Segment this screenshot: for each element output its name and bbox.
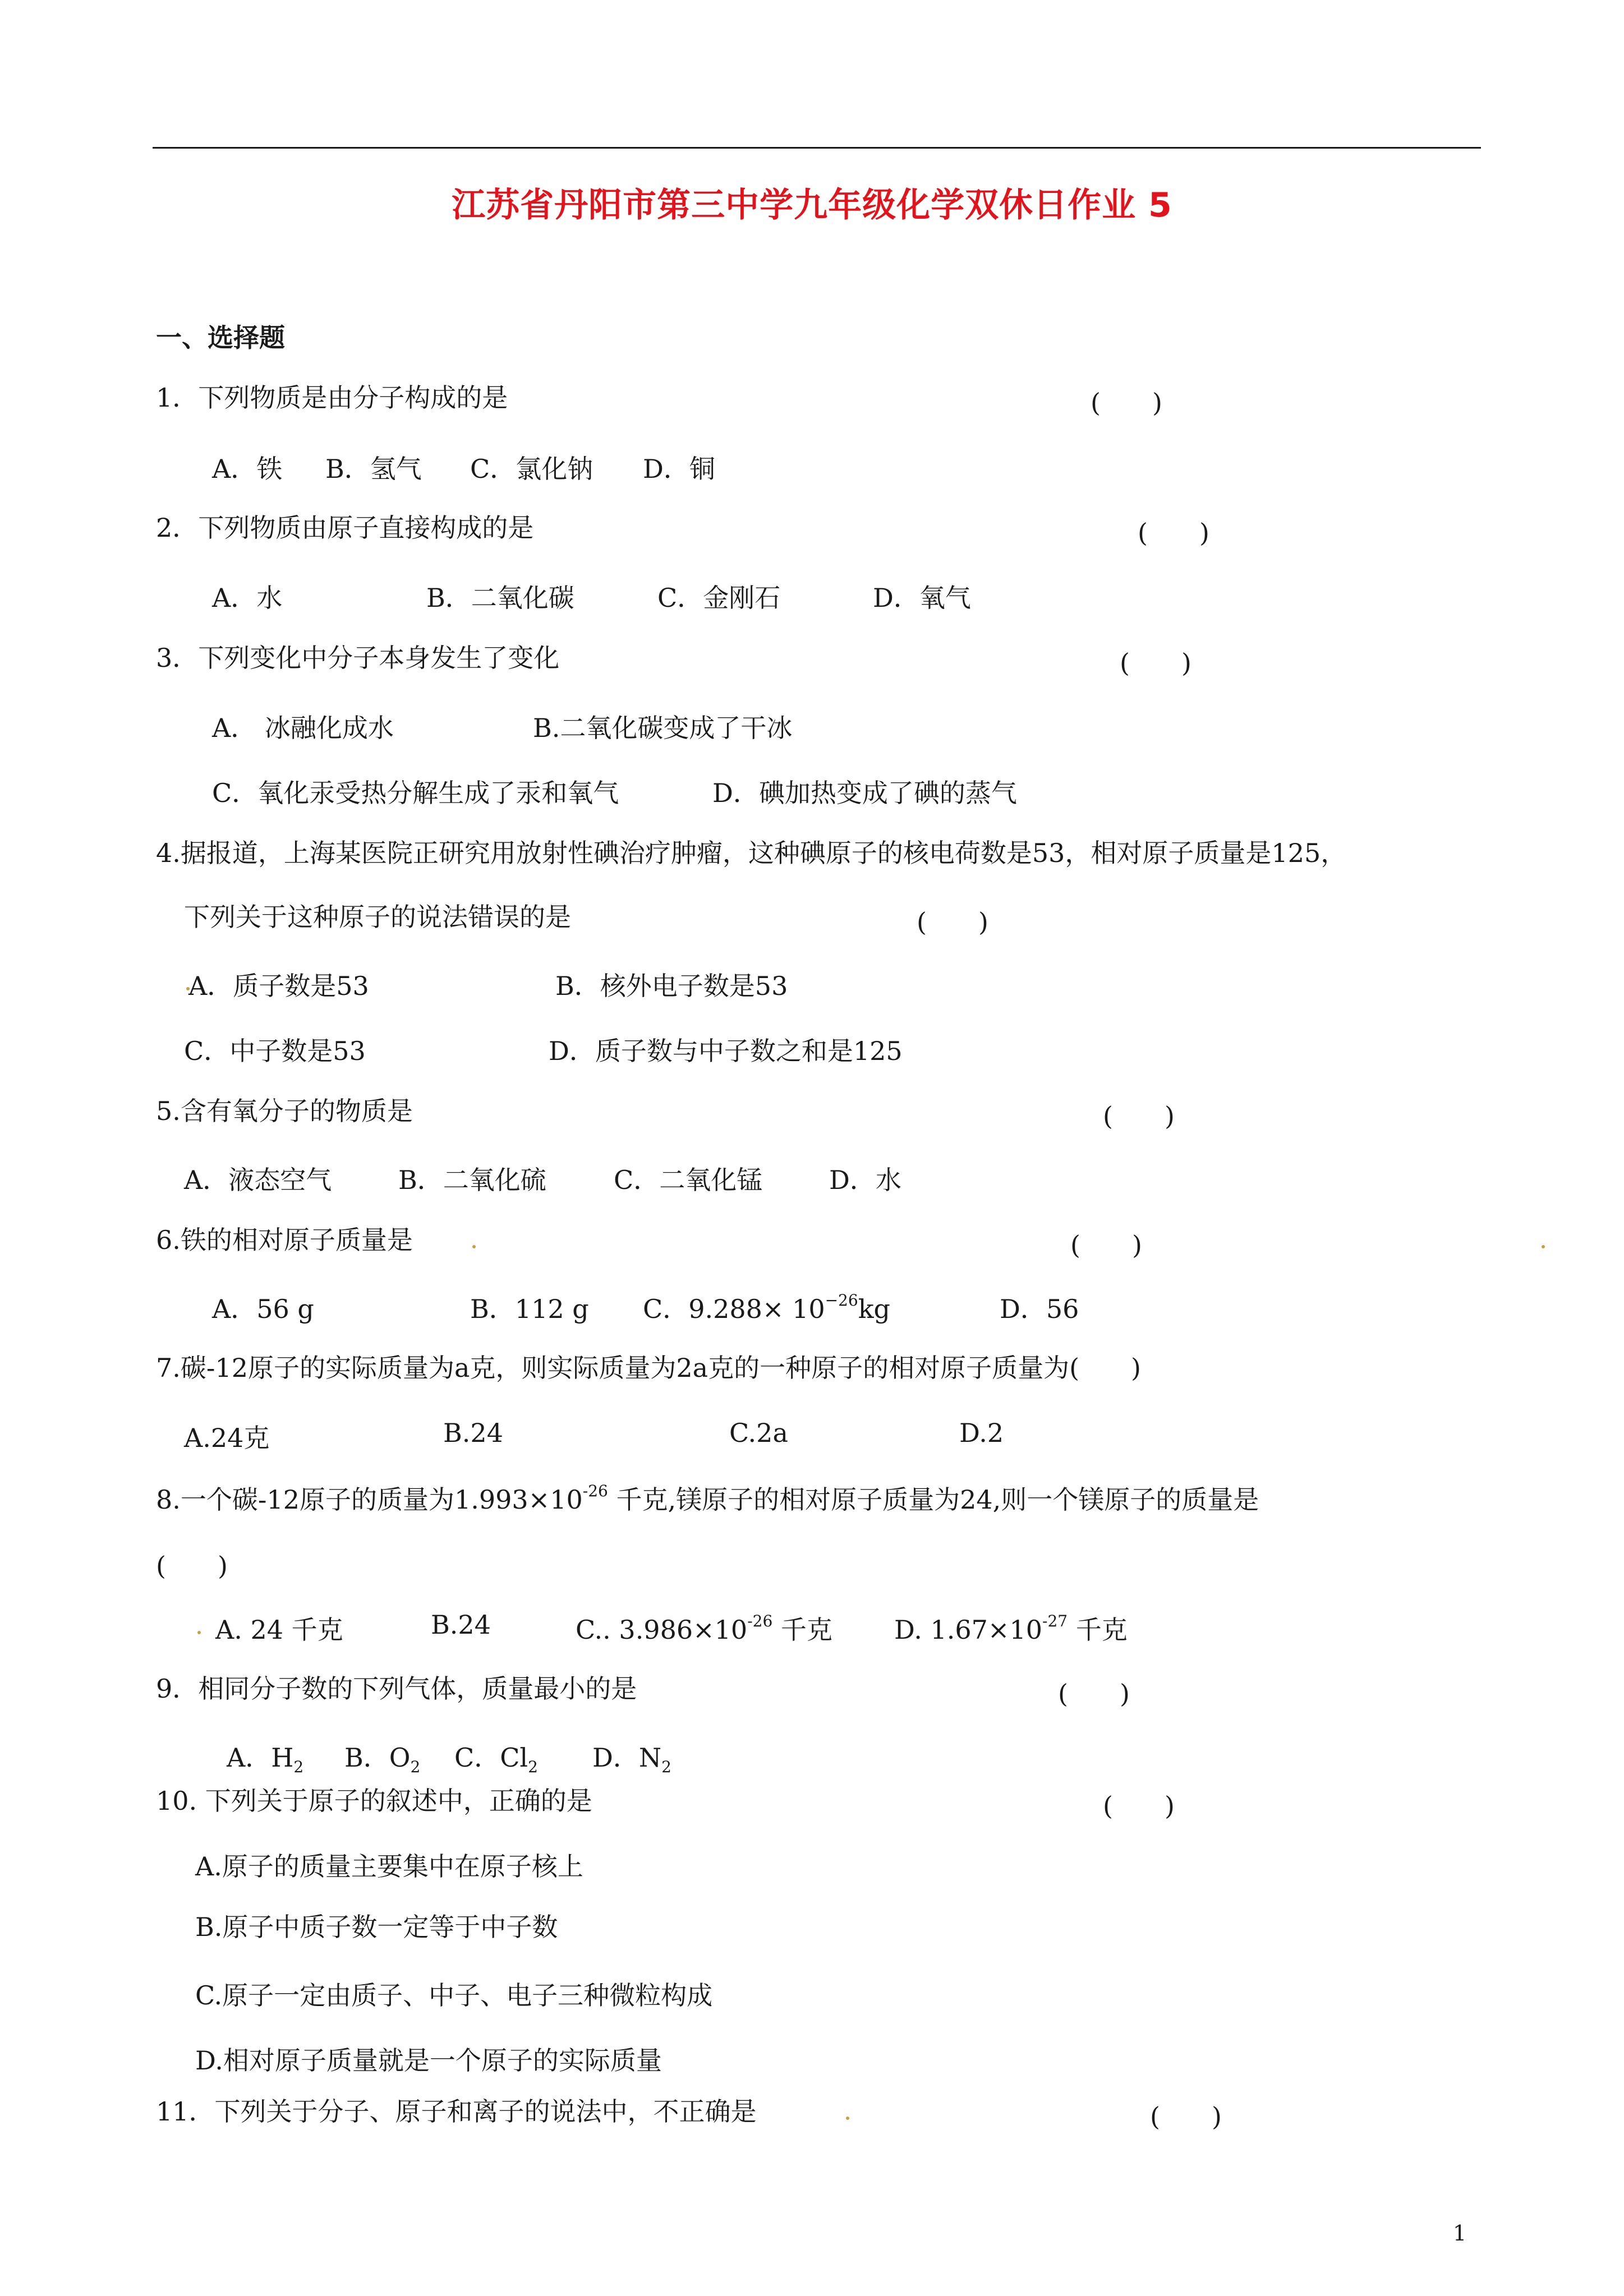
q3-option-d: D．碘加热变成了碘的蒸气 [712, 778, 1017, 808]
q5-option-a: A．液态空气 [184, 1165, 332, 1195]
q9-option-c [454, 1737, 538, 1776]
q3-option-a: A． 冰融化成水 [212, 713, 394, 743]
q2-option-b: B．二氧化碳 [426, 583, 574, 613]
q9-option-b-formula: B．O [344, 1742, 411, 1773]
q8-option-c-exponent: -26 [747, 1612, 773, 1630]
question-4-stem-line2: 下列关于这种原子的说法错误的是 [184, 902, 571, 932]
question-10-blank: ( ) [1103, 1791, 1175, 1821]
question-2-blank: ( ) [1138, 518, 1209, 548]
page-number: 1 [1453, 2221, 1467, 2246]
q7-option-a: A.24克 [184, 1423, 270, 1453]
question-9-stem: 9．相同分子数的下列气体，质量最小的是 [156, 1673, 637, 1704]
question-1-blank: ( ) [1091, 388, 1162, 418]
q6-option-c-mantissa: C．9.288× 10 [643, 1294, 825, 1324]
q2-option-a: A．水 [212, 583, 283, 613]
q4-option-b: B．核外电子数是53 [555, 971, 788, 1001]
q8-option-d-unit: 千克 [1068, 1615, 1128, 1645]
q9-option-d-subscript: 2 [661, 1758, 671, 1776]
q5-option-c: C．二氧化锰 [614, 1165, 763, 1195]
scan-speck [472, 1245, 476, 1248]
q10-option-d: D.相对原子质量就是一个原子的实际质量 [195, 2045, 662, 2076]
q6-option-b: B．112 g [470, 1294, 589, 1324]
q8-option-d-mantissa: D. 1.67×10 [894, 1615, 1042, 1645]
question-4-blank: ( ) [917, 907, 988, 937]
q4-option-d: D．质子数与中子数之和是125 [549, 1036, 903, 1066]
q8-stem-rest: 千克,镁原子的相对原子质量为24,则一个镁原子的质量是 [608, 1484, 1259, 1515]
q6-option-c [643, 1289, 890, 1326]
q8-option-c [576, 1610, 832, 1647]
question-2-stem: 2．下列物质由原子直接构成的是 [156, 513, 534, 543]
q3-option-b: B.二氧化碳变成了干冰 [533, 713, 793, 743]
question-10-stem: 10. 下列关于原子的叙述中，正确的是 [156, 1786, 592, 1816]
question-7-stem: 7.碳-12原子的实际质量为a克，则实际质量为2a克的一种原子的相对原子质量为( ) [156, 1353, 1141, 1383]
page-title: 江苏省丹阳市第三中学九年级化学双休日作业 5 [452, 186, 1172, 225]
q5-option-d: D．水 [829, 1165, 901, 1195]
q6-option-c-exponent: −26 [825, 1291, 858, 1310]
question-8-blank: ( ) [156, 1551, 228, 1581]
q2-option-d: D．氧气 [873, 583, 971, 613]
q1-option-a: A．铁 [212, 454, 283, 484]
q8-option-c-unit: 千克 [772, 1615, 832, 1645]
question-11-blank: ( ) [1150, 2101, 1222, 2132]
q6-option-c-unit: kg [858, 1294, 891, 1324]
section-heading: 一、选择题 [156, 322, 285, 353]
q8-stem-exponent: -26 [582, 1482, 608, 1500]
q7-option-c: C.2a [729, 1418, 788, 1448]
question-1-stem: 1．下列物质是由分子构成的是 [156, 382, 508, 413]
q7-option-b: B.24 [443, 1418, 503, 1448]
q5-option-b: B．二氧化硫 [398, 1165, 546, 1195]
q2-option-c: C．金刚石 [657, 583, 781, 613]
q9-option-d [592, 1737, 671, 1776]
scan-speck [197, 1631, 201, 1634]
question-11-stem: 11．下列关于分子、原子和离子的说法中，不正确是 [156, 2096, 757, 2127]
q10-option-a: A.原子的质量主要集中在原子核上 [195, 1851, 583, 1882]
q9-option-a-formula: A．H [227, 1742, 294, 1773]
scan-speck [846, 2117, 849, 2120]
question-5-blank: ( ) [1103, 1101, 1175, 1131]
q10-option-b: B.原子中质子数一定等于中子数 [195, 1912, 558, 1942]
question-9-blank: ( ) [1058, 1679, 1130, 1709]
q9-option-b [344, 1737, 420, 1776]
scan-speck [1542, 1245, 1545, 1248]
question-4-stem-line1: 4.据报道，上海某医院正研究用放射性碘治疗肿瘤，这种碘原子的核电荷数是53，相对原子质量是125， [156, 838, 1347, 868]
header-rule [153, 147, 1481, 149]
question-6-stem: 6.铁的相对原子质量是 [156, 1225, 413, 1255]
q9-option-c-formula: C．Cl [454, 1742, 528, 1773]
q6-option-a: A．56 g [212, 1294, 314, 1324]
question-5-stem: 5.含有氧分子的物质是 [156, 1096, 413, 1126]
q1-option-b: B．氢气 [325, 454, 422, 484]
q9-option-a-subscript: 2 [293, 1758, 304, 1776]
q9-option-a [227, 1737, 303, 1776]
q8-option-d-exponent: -27 [1042, 1612, 1068, 1630]
q7-option-d: D.2 [959, 1418, 1004, 1448]
q4-option-c: C．中子数是53 [184, 1036, 366, 1066]
q1-option-d: D．铜 [643, 454, 715, 484]
q8-option-a: A. 24 千克 [215, 1615, 343, 1645]
question-3-blank: ( ) [1120, 648, 1191, 678]
q4-option-a: A．质子数是53 [188, 971, 369, 1001]
q8-stem-mass: 8.一个碳-12原子的质量为1.993×10 [156, 1484, 583, 1515]
q9-option-d-formula: D．N [592, 1742, 662, 1773]
q8-option-d [894, 1610, 1128, 1647]
q9-option-b-subscript: 2 [410, 1758, 421, 1776]
q10-option-c: C.原子一定由质子、中子、电子三种微粒构成 [195, 1980, 713, 2011]
question-8-stem [156, 1482, 1259, 1515]
q6-option-d: D．56 [1000, 1294, 1079, 1324]
q8-option-c-mantissa: C.. 3.986×10 [576, 1615, 748, 1645]
question-6-blank: ( ) [1070, 1230, 1142, 1260]
q1-option-c: C．氯化钠 [470, 454, 594, 484]
question-3-stem: 3．下列变化中分子本身发生了变化 [156, 643, 560, 673]
q9-option-c-subscript: 2 [528, 1758, 538, 1776]
q3-option-c: C．氧化汞受热分解生成了汞和氧气 [212, 778, 619, 808]
q8-option-b: B.24 [431, 1610, 491, 1640]
